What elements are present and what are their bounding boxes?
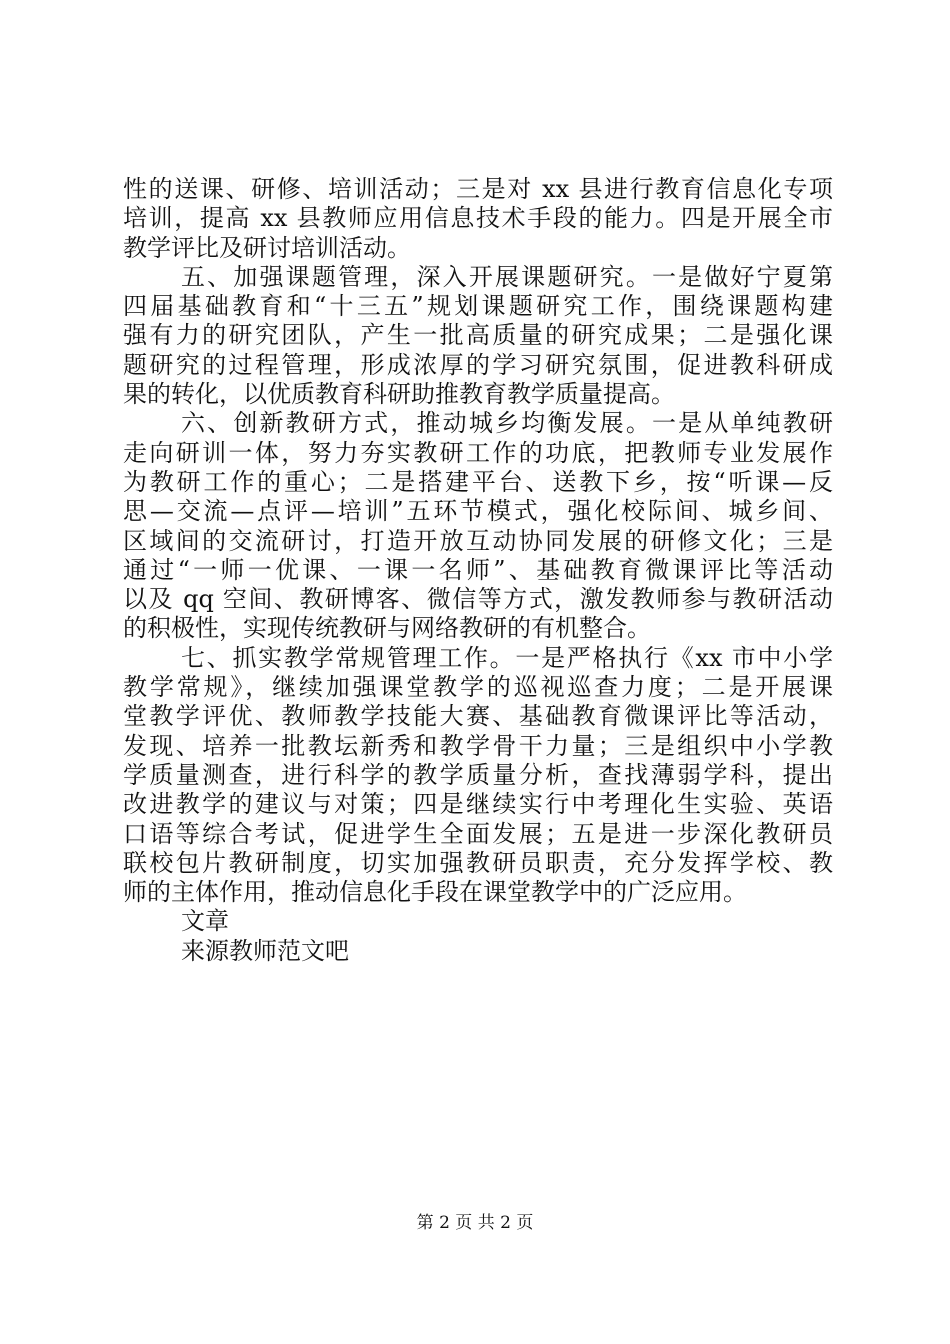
text-line: 以及 qq 空间、教研博客、微信等方式，激发教师参与教研活动 xyxy=(123,585,833,614)
source-label-line-1: 文章 xyxy=(181,907,229,936)
text-line: 教学评比及研讨培训活动。 xyxy=(123,233,411,262)
text-line: 性的送课、研修、培训活动；三是对 xx 县进行教育信息化专项 xyxy=(123,175,833,203)
text-line: 六、创新教研方式，推动城乡均衡发展。一是从单纯教研 xyxy=(181,409,833,438)
paragraph-7 xyxy=(123,644,833,908)
text-line: 教学常规》，继续加强课堂教学的巡视巡查力度；二是开展课 xyxy=(123,673,833,702)
text-line: 通过“一师一优课、一课一名师”、基础教育微课评比等活动 xyxy=(123,555,833,584)
text-line: 走向研训一体，努力夯实教研工作的功底，把教师专业发展作 xyxy=(123,438,833,467)
text-line: 为教研工作的重心；二是搭建平台、送教下乡，按“听课—反 xyxy=(123,467,833,496)
paragraph-6 xyxy=(123,409,833,643)
text-line: 题研究的过程管理，形成浓厚的学习研究氛围，促进教科研成 xyxy=(123,350,833,379)
paragraph-5 xyxy=(123,263,833,409)
text-line: 培训，提高 xx 县教师应用信息技术手段的能力。四是开展全市 xyxy=(123,204,833,233)
text-line: 学质量测查，进行科学的教学质量分析，查找薄弱学科，提出 xyxy=(123,760,833,789)
text-line: 堂教学评优、教师教学技能大赛、基础教育微课评比等活动， xyxy=(123,702,833,731)
text-line: 师的主体作用，推动信息化手段在课堂教学中的广泛应用。 xyxy=(123,878,747,907)
text-line: 五、加强课题管理，深入开展课题研究。一是做好宁夏第 xyxy=(181,262,833,291)
text-line: 思—交流—点评—培训”五环节模式，强化校际间、城乡间、 xyxy=(123,497,833,526)
text-line: 四届基础教育和“十三五”规划课题研究工作，围绕课题构建 xyxy=(123,292,833,321)
text-line: 发现、培养一批教坛新秀和教学骨干力量；三是组织中小学教 xyxy=(123,731,833,760)
text-line: 改进教学的建议与对策；四是继续实行中考理化生实验、英语 xyxy=(123,790,833,819)
text-line: 口语等综合考试，促进学生全面发展；五是进一步深化教研员 xyxy=(123,819,833,848)
text-line: 联校包片教研制度，切实加强教研员职责，充分发挥学校、教 xyxy=(123,848,833,877)
paragraph-4-continued xyxy=(123,175,833,263)
text-line: 果的转化，以优质教育科研助推教育教学质量提高。 xyxy=(123,380,675,409)
text-line: 的积极性，实现传统教研与网络教研的有机整合。 xyxy=(123,614,651,643)
text-line: 七、抓实教学常规管理工作。一是严格执行《xx 市中小学 xyxy=(181,643,833,672)
document-body xyxy=(123,175,833,966)
text-line: 区域间的交流研讨，打造开放互动协同发展的研修文化；三是 xyxy=(123,526,833,555)
page-number-footer: 第 2 页 共 2 页 xyxy=(416,1213,534,1233)
source-label-line-2: 来源教师范文吧 xyxy=(181,936,349,965)
text-line: 强有力的研究团队，产生一批高质量的研究成果；二是强化课 xyxy=(123,321,833,350)
